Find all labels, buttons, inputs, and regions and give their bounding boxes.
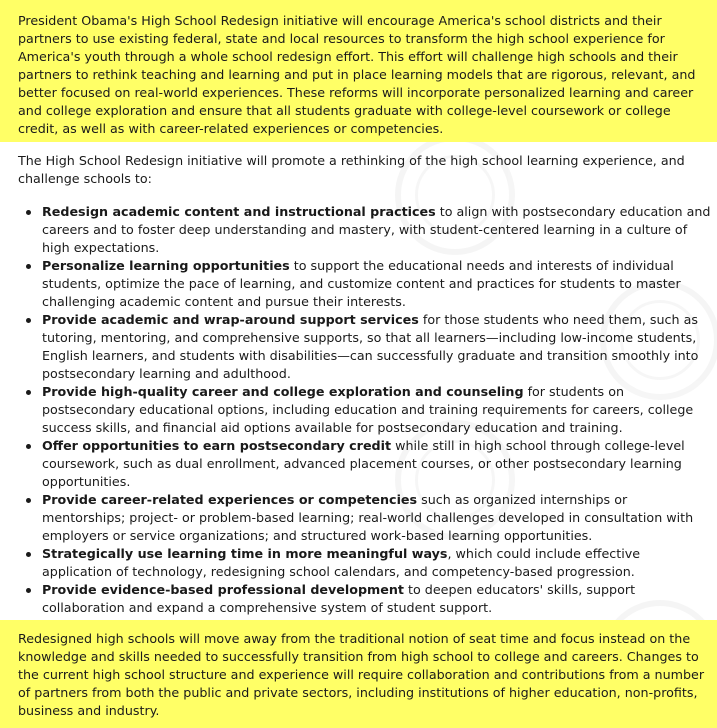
item-heading: Provide evidence-based professional development: [42, 582, 404, 597]
item-text: for students on postsecondary educational options, including education and training requirements for careers, college success skills, and financial aid options available for postsecondary education and training.: [42, 384, 694, 435]
item-heading: Provide academic and wrap-around support services: [42, 312, 419, 327]
closing-paragraph: Redesigned high schools will move away from the traditional notion of seat time and focus instead on the knowledge and skills needed to successfully transition from high school to college and careers. Changes to the current high school structure and experience will require collaboration and contributions from a number of partners from both the public and private sectors, including institutions of higher education, non-profits, business and industry.: [18, 631, 705, 718]
item-text: , which could include effective application of technology, redesigning school calendars, and competency-based progression.: [42, 546, 641, 579]
list-item: [42, 581, 712, 617]
item-heading: Offer opportunities to earn postsecondary credit: [42, 438, 392, 453]
item-text: to support the educational needs and interests of individual students, optimize the pace of learning, and customize content and practices for students to master challenging academic content and pursue their interests.: [42, 258, 681, 309]
item-heading: Strategically use learning time in more meaningful ways: [42, 546, 448, 561]
item-text: to deepen educators' skills, support collaboration and expand a comprehensive system of student support.: [42, 582, 636, 615]
list-item: [42, 383, 712, 437]
item-heading: Personalize learning opportunities: [42, 258, 290, 273]
item-text: to align with postsecondary education and careers and to foster deep understanding and mastery, with student-centered learning in a culture of high expectations.: [42, 204, 711, 255]
highlighted-closing-block: [0, 620, 717, 728]
opening-paragraph: President Obama's High School Redesign initiative will encourage America's school districts and their partners to use existing federal, state and local resources to transform the high school experience for America's youth through a whole school redesign effort. This effort will challenge high schools and their partners to rethink teaching and learning and put in place learning models that are rigorous, relevant, and better focused on real-world experiences. These reforms will incorporate personalized learning and career and college exploration and ensure that all students graduate with college-level coursework or college credit, as well as with career-related experiences or competencies.: [18, 13, 696, 136]
item-heading: Provide high-quality career and college exploration and counseling: [42, 384, 524, 399]
item-heading: Redesign academic content and instructional practices: [42, 204, 436, 219]
item-text: for those students who need them, such as tutoring, mentoring, and comprehensive supports, so that all learners—including low-income students, English learners, and students with disabilities—can successfully graduate and transition smoothly into postsecondary learning and adulthood.: [42, 312, 699, 381]
list-item: [42, 545, 712, 581]
intro-paragraph: The High School Redesign initiative will promote a rethinking of the high school learning experience, and challenge schools to:: [18, 153, 685, 186]
list-item: [42, 437, 712, 491]
item-heading: Provide career-related experiences or competencies: [42, 492, 418, 507]
list-item: [42, 491, 712, 545]
item-text: such as organized internships or mentorships; project- or problem-based learning; real-world challenges developed in consultation with employers or service organizations; and structured work-based learning opportunities.: [42, 492, 694, 543]
list-item: [42, 257, 712, 311]
list-item: [42, 311, 712, 383]
item-text: while still in high school through college-level coursework, such as dual enrollment, advanced placement courses, or other postsecondary learning opportunities.: [42, 438, 685, 489]
redesign-requirements-list: [0, 203, 712, 617]
highlighted-opening-block: [0, 0, 717, 142]
list-item: [42, 203, 712, 257]
